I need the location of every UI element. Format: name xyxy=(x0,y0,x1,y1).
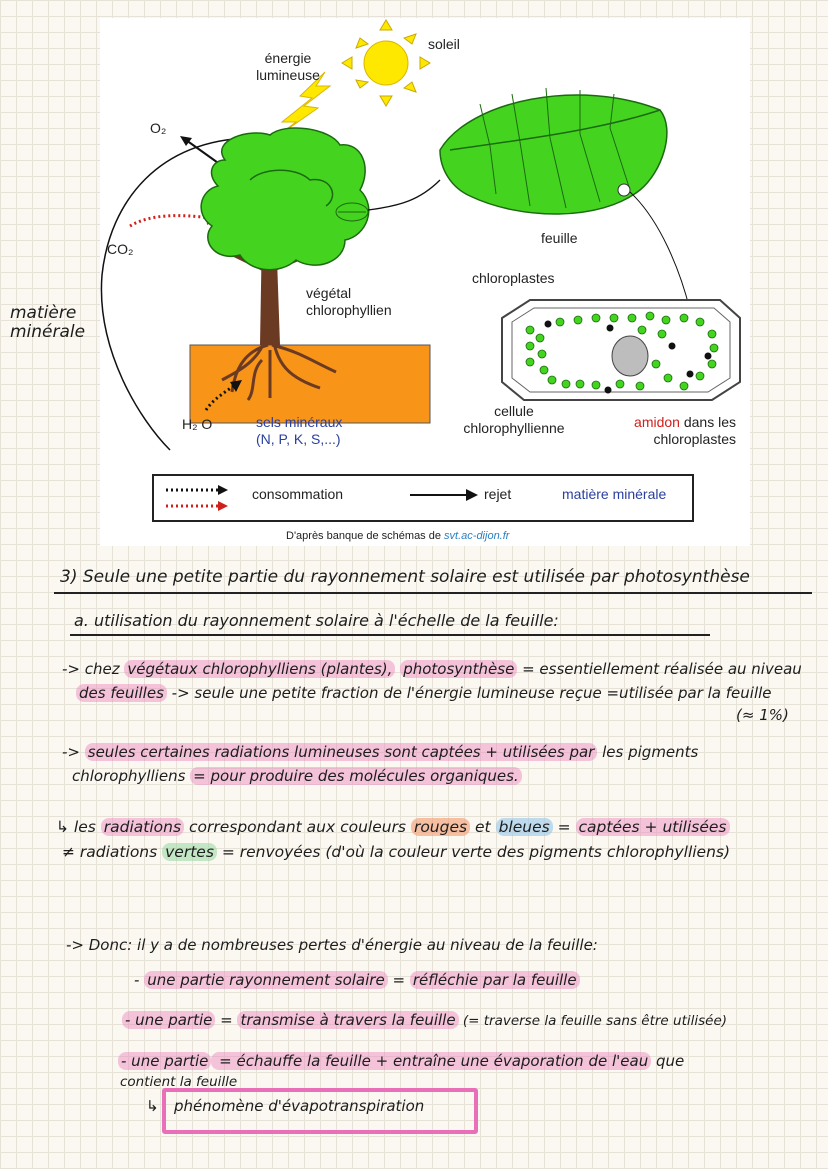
p1-line1 xyxy=(62,659,802,679)
b1-d: réfléchie par la feuille xyxy=(410,971,580,989)
p2-line2 xyxy=(72,766,522,786)
p3-l1-a: ↳ les xyxy=(56,818,101,836)
p1-l1-a: -> chez xyxy=(62,660,125,678)
sun-icon xyxy=(342,20,430,106)
b1-c: = xyxy=(387,971,410,989)
b3-c: que xyxy=(651,1052,685,1070)
evapotranspiration-text: phénomène d'évapotranspiration xyxy=(174,1097,425,1115)
label-o2: O₂ xyxy=(150,120,167,136)
label-co2: CO₂ xyxy=(107,241,134,257)
b3-b: = échauffe la feuille + entraîne une évaporation de l'eau xyxy=(211,1052,651,1070)
p3-l1-rouges: rouges xyxy=(411,818,470,836)
p2-l1-c: les pigments xyxy=(597,743,699,761)
label-h2o: H₂ O xyxy=(182,416,213,432)
p2-line1 xyxy=(62,742,698,762)
label-chloroplastes: chloroplastes xyxy=(472,270,555,286)
label-amidon-rest: dans les chloroplastes xyxy=(653,414,736,447)
chlorophyll-cell xyxy=(502,300,740,400)
evapotranspiration-arrow: ↳ xyxy=(146,1097,159,1115)
label-soleil: soleil xyxy=(428,36,460,52)
b1-a: - xyxy=(134,971,145,989)
bullet-echauffe-line2: contient la feuille xyxy=(120,1074,238,1090)
legend-consommation: consommation xyxy=(252,486,344,502)
source-prefix: D'après banque de schémas de xyxy=(286,530,441,542)
p1-l2-a: des feuilles xyxy=(76,684,167,702)
b1-b: une partie rayonnement solaire xyxy=(144,971,388,989)
p2-l2-b: = pour produire des molécules organiques. xyxy=(190,767,522,785)
p3-l1-bleues: bleues xyxy=(496,818,553,836)
subsection-underline xyxy=(70,634,710,636)
label-amidon-word: amidon xyxy=(634,414,680,430)
tree-crown xyxy=(201,128,369,270)
label-feuille: feuille xyxy=(541,230,578,246)
legend-matiere-minerale: matière minérale xyxy=(562,486,667,502)
label-vegetal: végétal chlorophyllien xyxy=(306,285,392,318)
p3-line1 xyxy=(56,817,730,837)
p3-l1-b: radiations xyxy=(101,818,184,836)
label-amidon xyxy=(614,414,736,448)
label-energie: énergie lumineuse xyxy=(256,50,320,83)
bullet-transmise xyxy=(122,1010,727,1031)
b3-a: - une partie xyxy=(118,1052,211,1070)
b2-a: - une partie xyxy=(122,1011,215,1029)
diagram-legend xyxy=(152,474,694,522)
bullet-reflechie xyxy=(134,970,580,990)
label-matiere-minerale-hand: matière minérale xyxy=(10,303,86,342)
bullet-echauffe xyxy=(118,1051,684,1071)
label-sels-mineraux: sels minéraux (N, P, K, S,...) xyxy=(256,414,343,447)
p3-l2-a: ≠ radiations xyxy=(62,843,163,861)
p1-l1-b: végétaux chlorophylliens (plantes), xyxy=(124,660,395,678)
p1-l2-b: -> seule une petite fraction de l'énergie lumineuse reçue =utilisée par la feuille xyxy=(166,684,772,702)
p2-l1-a: -> xyxy=(62,743,85,761)
b2-c: transmise à travers la feuille xyxy=(237,1011,458,1029)
donc-line: -> Donc: il y a de nombreuses pertes d'énergie au niveau de la feuille: xyxy=(66,936,598,954)
section-title: 3) Seule une petite partie du rayonnement solaire est utilisée par photosynthèse xyxy=(60,567,750,587)
p3-l1-c: correspondant aux couleurs xyxy=(184,818,411,836)
legend-solid-arrow xyxy=(408,486,480,506)
p3-l2-vertes: vertes xyxy=(162,843,217,861)
diagram-source xyxy=(286,528,509,545)
p3-l1-g: = xyxy=(552,818,576,836)
p2-l1-b: seules certaines radiations lumineuses sont captées + utilisées par xyxy=(85,743,598,761)
legend-rejet: rejet xyxy=(484,486,512,502)
p1-line3: (≈ 1%) xyxy=(736,706,789,724)
subsection-title: a. utilisation du rayonnement solaire à l'échelle de la feuille: xyxy=(74,611,559,630)
p2-l2-a: chlorophylliens xyxy=(72,767,191,785)
b2-d: (= traverse la feuille sans être utilisée) xyxy=(458,1013,728,1029)
p3-l2-c: = renvoyées (d'où la couleur verte des pigments chlorophylliens) xyxy=(216,843,731,861)
p3-line2 xyxy=(62,842,730,862)
p1-l1-d: = essentiellement réalisée au niveau xyxy=(517,660,802,678)
legend-dotted-arrows xyxy=(162,480,234,514)
b2-b: = xyxy=(215,1011,238,1029)
source-site: svt.ac-dijon.fr xyxy=(444,530,510,542)
p3-l1-h: captées + utilisées xyxy=(576,818,730,836)
p3-l1-e: et xyxy=(470,818,496,836)
section-title-underline xyxy=(54,592,812,594)
p1-line2 xyxy=(76,683,772,703)
p1-l1-c: photosynthèse xyxy=(400,660,517,678)
label-cellule: cellule chlorophyllienne xyxy=(463,403,565,436)
